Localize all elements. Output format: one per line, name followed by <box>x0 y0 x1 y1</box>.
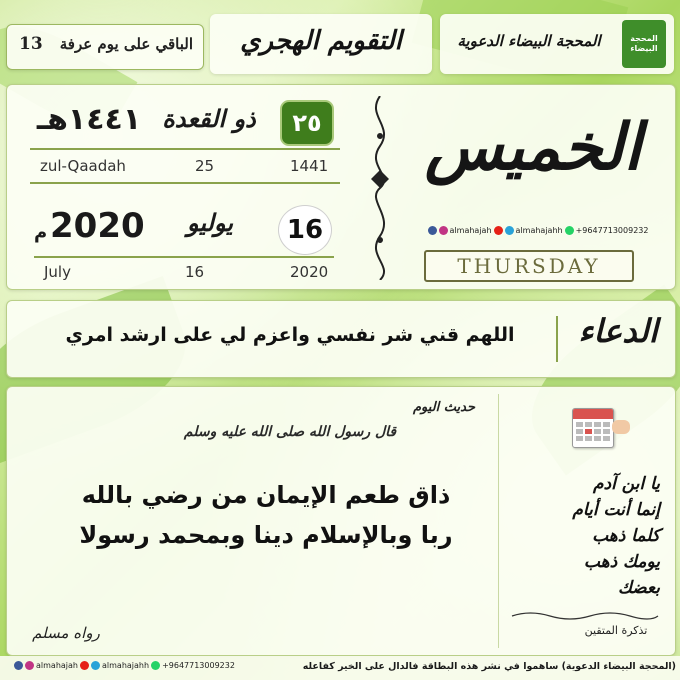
social-bar-top <box>414 226 662 235</box>
gregorian-year-latin: 2020 <box>290 263 329 281</box>
facebook-icon <box>14 661 23 670</box>
facebook-icon <box>428 226 437 235</box>
reminder-lines <box>510 474 660 604</box>
youtube-icon <box>80 661 89 670</box>
calendar-icon <box>572 408 614 448</box>
calendar-title: التقويم الهجري <box>240 26 402 56</box>
hadith-intro: قال رسول الله صلى الله عليه وسلم <box>183 424 397 440</box>
reminder-line: كلما ذهب <box>592 526 660 546</box>
gregorian-day-number: 16 <box>286 215 324 245</box>
hijri-month-arabic: ذو القعدة <box>162 104 256 133</box>
instagram-icon <box>25 661 34 670</box>
hijri-day-latin: 25 <box>195 157 215 175</box>
social-handle-1: almahajah <box>36 661 78 670</box>
weekday-arabic: الخميس <box>424 110 642 185</box>
whatsapp-icon <box>151 661 160 670</box>
dua-separator <box>556 316 558 362</box>
social-bar-bottom <box>14 661 235 670</box>
hand-icon <box>612 420 630 434</box>
calendar-illustration <box>566 398 624 456</box>
social-handle-2: almahajahh <box>515 226 563 235</box>
org-logo <box>622 20 666 68</box>
social-phone: +9647713009232 <box>575 226 649 235</box>
dua-title: الدعاء <box>578 312 658 350</box>
remaining-days-box <box>6 24 204 70</box>
social-handle-2: almahajahh <box>102 661 150 670</box>
hadith-section-title: حديث اليوم <box>412 400 476 415</box>
vertical-ornament <box>356 96 404 280</box>
calendar-title-box <box>210 14 432 74</box>
reminder-ornament <box>510 610 660 622</box>
telegram-icon <box>91 661 100 670</box>
footer-text: (المحجة البيضاء الدعوية) ساهموا في نشر هذه البطاقة فالدال على الخير كفاعله <box>302 661 676 672</box>
gregorian-year-suffix: م <box>34 222 48 243</box>
reminder-line: يومك ذهب <box>583 552 660 572</box>
gregorian-month-latin: July <box>44 263 71 281</box>
reminder-title: تذكرة المتقين <box>584 624 648 637</box>
org-name: المحجة البيضاء الدعوية <box>457 32 601 50</box>
whatsapp-icon <box>565 226 574 235</box>
reminder-line: يا ابن آدم <box>593 474 660 494</box>
weekday-english: THURSDAY <box>457 254 601 278</box>
remaining-label: الباقي على يوم عرفة <box>59 35 193 53</box>
org-logo-text: المحجة البيضاء <box>630 34 658 53</box>
divider-line <box>30 148 340 150</box>
dua-text: اللهم قني شر نفسي واعزم لي على ارشد امري <box>65 324 515 346</box>
hijri-month-latin: zul-Qaadah <box>40 157 126 175</box>
weekday-english-box <box>424 250 634 282</box>
remaining-days-count: 13 <box>19 34 43 54</box>
hadith-narrator: رواه مسلم <box>32 624 100 642</box>
social-phone: +9647713009232 <box>162 661 235 670</box>
social-handle-1: almahajah <box>449 226 492 235</box>
org-title-box <box>440 14 674 74</box>
divider-line <box>34 256 334 258</box>
hijri-year-arabic: ١٤٤١هـ <box>36 102 142 137</box>
hijri-day-badge <box>280 100 334 146</box>
hijri-year-latin: 1441 <box>290 157 329 175</box>
gregorian-day-badge <box>278 205 332 255</box>
youtube-icon <box>494 226 503 235</box>
divider-line <box>30 182 340 184</box>
hadith-body: ذاق طعم الإيمان من رضي بالله ربا وبالإسلام دينا وبمحمد رسولا <box>79 481 453 549</box>
reminder-line: بعضك <box>617 578 660 598</box>
hijri-day-arabic: ٢٥ <box>292 109 322 137</box>
reminder-line: إنما أنت أيام <box>572 500 660 520</box>
telegram-icon <box>505 226 514 235</box>
gregorian-day-latin: 16 <box>185 263 205 281</box>
gregorian-year-number: 2020 <box>50 206 145 246</box>
gregorian-month-arabic: يوليو <box>186 208 234 237</box>
instagram-icon <box>439 226 448 235</box>
